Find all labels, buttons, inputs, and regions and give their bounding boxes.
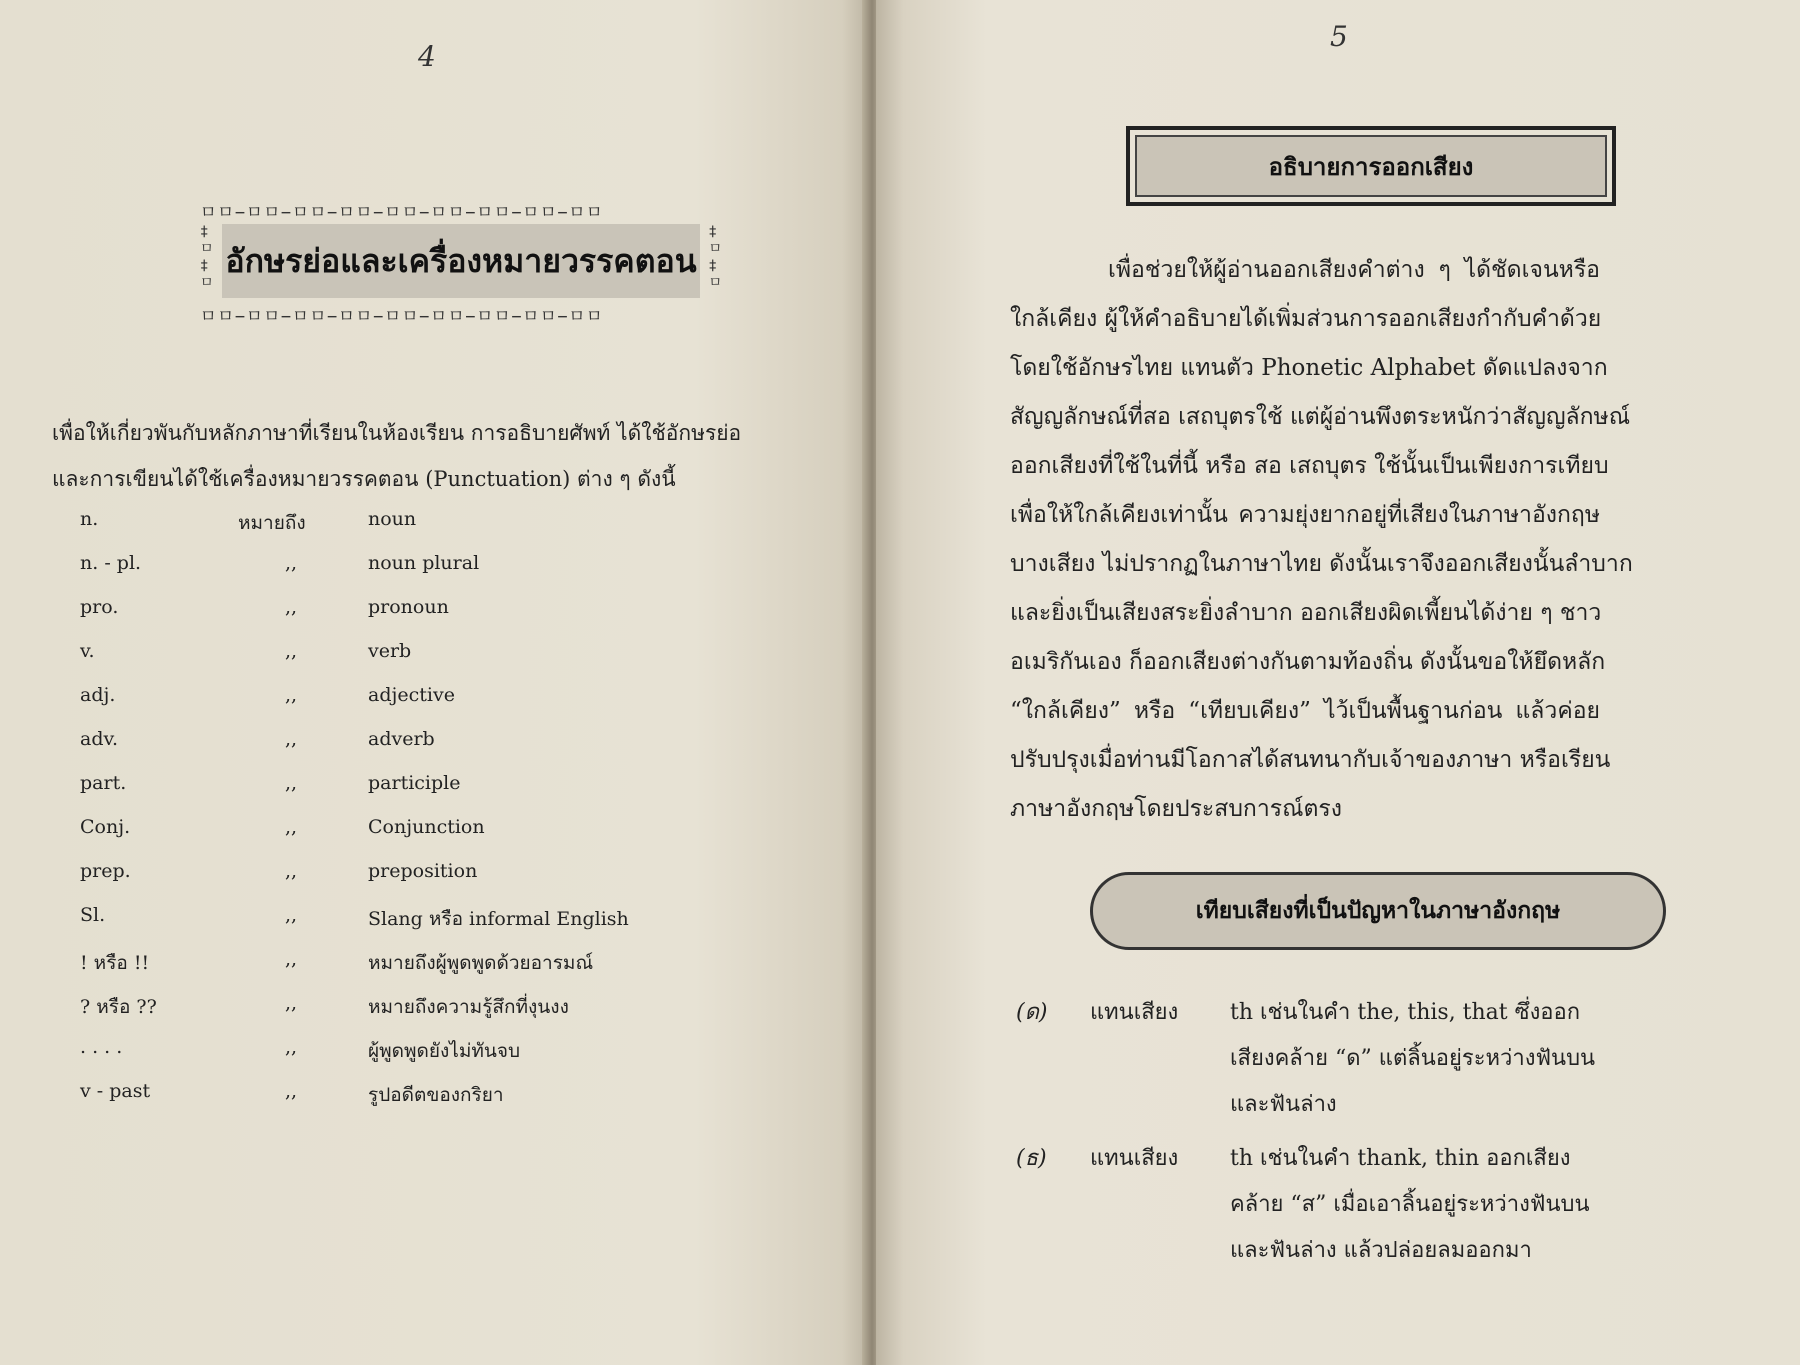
- paragraph-line: เพื่อช่วยให้ผู้อ่านออกเสียงคำต่าง ๆ ได้ชัดเจนหรือ: [1108, 257, 1600, 283]
- meaning: รูปอดีตของกริยา: [368, 1084, 504, 1106]
- frame-border-top: ㅁㅁ−ㅁㅁ−ㅁㅁ−ㅁㅁ−ㅁㅁ−ㅁㅁ−ㅁㅁ−ㅁㅁ−ㅁㅁ: [200, 203, 604, 223]
- ditto-mark: ,,: [285, 1080, 298, 1102]
- paragraph-line: สัญญลักษณ์ที่สอ เสถบุตรใช้ แต่ผู้อ่านพึงตระหนักว่าสัญญลักษณ์: [1010, 404, 1631, 430]
- frame-border-right: ‡ ㅁ ‡ ㅁ: [708, 224, 722, 291]
- sound-letter: (ด): [1016, 1000, 1048, 1025]
- subtitle-pill: [1090, 872, 1666, 950]
- page-title-right: อธิบายการออกเสียง: [1268, 152, 1474, 181]
- abbreviation: adv.: [80, 728, 119, 750]
- ditto-mark: ,,: [285, 596, 298, 618]
- ditto-mark: ,,: [285, 860, 298, 882]
- ditto-mark: ,,: [285, 772, 298, 794]
- paragraph-line: และยิ่งเป็นเสียงสระยิ่งลำบาก ออกเสียงผิดเพี้ยนได้ง่าย ๆ ชาว: [1010, 600, 1602, 626]
- meaning: participle: [368, 772, 461, 794]
- meaning: Conjunction: [368, 816, 485, 838]
- meaning: noun plural: [368, 552, 480, 574]
- abbreviation: part.: [80, 772, 127, 794]
- title-box: [222, 224, 700, 298]
- section-subtitle: เทียบเสียงที่เป็นปัญหาในภาษาอังกฤษ: [1195, 898, 1561, 924]
- page-number-right: 5: [1330, 20, 1348, 53]
- abbreviation-row: [80, 948, 780, 988]
- abbreviation-row: [80, 684, 780, 724]
- ditto-mark: ,,: [285, 684, 298, 706]
- paragraph-line: เพื่อให้ใกล้เคียงเท่านั้น ความยุ่งยากอยู่ที่เสียงในภาษาอังกฤษ: [1010, 502, 1600, 528]
- ditto-mark: ,,: [285, 948, 298, 970]
- meaning: Slang หรือ informal English: [368, 908, 629, 930]
- meaning: noun: [368, 508, 417, 530]
- abbreviation-row: [80, 596, 780, 636]
- represents-label: แทนเสียง: [1090, 1000, 1179, 1025]
- abbreviation-row: [80, 816, 780, 856]
- abbreviation: Conj.: [80, 816, 131, 838]
- ditto-mark: ,,: [285, 904, 298, 926]
- meaning: ผู้พูดพูดยังไม่ทันจบ: [368, 1040, 521, 1062]
- right-page: [876, 0, 1800, 1365]
- abbreviation: ? หรือ ??: [80, 996, 157, 1018]
- meaning: adverb: [368, 728, 435, 750]
- ditto-mark: ,,: [285, 992, 298, 1014]
- meaning: verb: [368, 640, 412, 662]
- abbreviation-row: [80, 640, 780, 680]
- paragraph-line: ภาษาอังกฤษโดยประสบการณ์ตรง: [1010, 796, 1342, 822]
- left-page: [0, 0, 868, 1365]
- frame-border-bottom: ㅁㅁ−ㅁㅁ−ㅁㅁ−ㅁㅁ−ㅁㅁ−ㅁㅁ−ㅁㅁ−ㅁㅁ−ㅁㅁ: [200, 307, 604, 327]
- abbreviation: n. - pl.: [80, 552, 142, 574]
- intro-text: [52, 410, 852, 502]
- ditto-mark: ,,: [285, 728, 298, 750]
- abbreviation-row: [80, 992, 780, 1032]
- paragraph-line: “ใกล้เคียง” หรือ “เทียบเคียง” ไว้เป็นพื้นฐานก่อน แล้วค่อย: [1010, 698, 1600, 724]
- ditto-mark: ,,: [285, 816, 298, 838]
- meaning: หมายถึงความรู้สึกที่งุนงง: [368, 996, 569, 1018]
- title-frame: [200, 198, 722, 326]
- sound-letter: (ธ): [1016, 1146, 1047, 1171]
- paragraph-line: ปรับปรุงเมื่อท่านมีโอกาสได้สนทนากับเจ้าของภาษา หรือเรียน: [1010, 747, 1611, 773]
- abbreviation-row: [80, 1036, 780, 1076]
- abbreviation: v - past: [80, 1080, 151, 1102]
- means-label: หมายถึง: [238, 512, 306, 534]
- abbreviation: ! หรือ !!: [80, 952, 150, 974]
- paragraph-line: โดยใช้อักษรไทย แทนตัว Phonetic Alphabet ดัดแปลงจาก: [1010, 355, 1608, 381]
- abbreviation: adj.: [80, 684, 116, 706]
- meaning: หมายถึงผู้พูดพูดด้วยอารมณ์: [368, 952, 594, 974]
- abbreviation-row: [80, 772, 780, 812]
- title-box-right: [1126, 126, 1616, 206]
- meaning: preposition: [368, 860, 478, 882]
- abbreviation-row: [80, 860, 780, 900]
- abbreviation: Sl.: [80, 904, 106, 926]
- intro-line: เพื่อให้เกี่ยวพันกับหลักภาษาที่เรียนในห้องเรียน การอธิบายศัพท์ ได้ใช้อักษรย่อ: [52, 421, 742, 445]
- frame-border-left: ‡ ㅁ ‡ ㅁ: [200, 224, 214, 291]
- meaning: pronoun: [368, 596, 449, 618]
- abbreviation: v.: [80, 640, 95, 662]
- title-box-inner: [1135, 135, 1607, 197]
- page-title-left: อักษรย่อและเครื่องหมายวรรคตอน: [225, 241, 697, 280]
- paragraph-line: ออกเสียงที่ใช้ในที่นี้ หรือ สอ เสถบุตร ใช้นั้นเป็นเพียงการเทียบ: [1010, 453, 1609, 479]
- abbreviation-row: [80, 508, 780, 548]
- paragraph-line: ใกล้เคียง ผู้ให้คำอธิบายได้เพิ่มส่วนการออกเสียงกำกับคำด้วย: [1010, 306, 1602, 332]
- represents-label: แทนเสียง: [1090, 1146, 1179, 1171]
- paragraph-line: บางเสียง ไม่ปรากฏในภาษาไทย ดังนั้นเราจึงออกเสียงนั้นลำบาก: [1010, 551, 1633, 577]
- paragraph-line: อเมริกันเอง ก็ออกเสียงต่างกันตามท้องถิ่น ดังนั้นขอให้ยึดหลัก: [1010, 649, 1606, 675]
- abbreviation-row: [80, 1080, 780, 1120]
- abbreviation-row: [80, 728, 780, 768]
- abbreviation: n.: [80, 508, 99, 530]
- page-number-left: 4: [418, 40, 436, 73]
- abbreviation-row: [80, 904, 780, 944]
- pronunciation-paragraph: [1010, 246, 1633, 834]
- abbreviation: pro.: [80, 596, 119, 618]
- sound-description: th เช่นในคำ the, this, that ซึ่งออกเสียงคล้าย “ด” แต่ลิ้นอยู่ระหว่างฟันบนและฟันล่าง: [1230, 1000, 1596, 1117]
- abbreviation: . . . .: [80, 1036, 123, 1058]
- sound-description: th เช่นในคำ thank, thin ออกเสียงคล้าย “ส” เมื่อเอาลิ้นอยู่ระหว่างฟันบนและฟันล่าง แล้วปล่อยลมออกมา: [1230, 1146, 1590, 1263]
- abbreviation-row: [80, 552, 780, 592]
- ditto-mark: ,,: [285, 552, 298, 574]
- abbreviation: prep.: [80, 860, 131, 882]
- intro-line: และการเขียนได้ใช้เครื่องหมายวรรคตอน (Punctuation) ต่าง ๆ ดังนี้: [52, 467, 676, 491]
- ditto-mark: ,,: [285, 640, 298, 662]
- meaning: adjective: [368, 684, 455, 706]
- ditto-mark: ,,: [285, 1036, 298, 1058]
